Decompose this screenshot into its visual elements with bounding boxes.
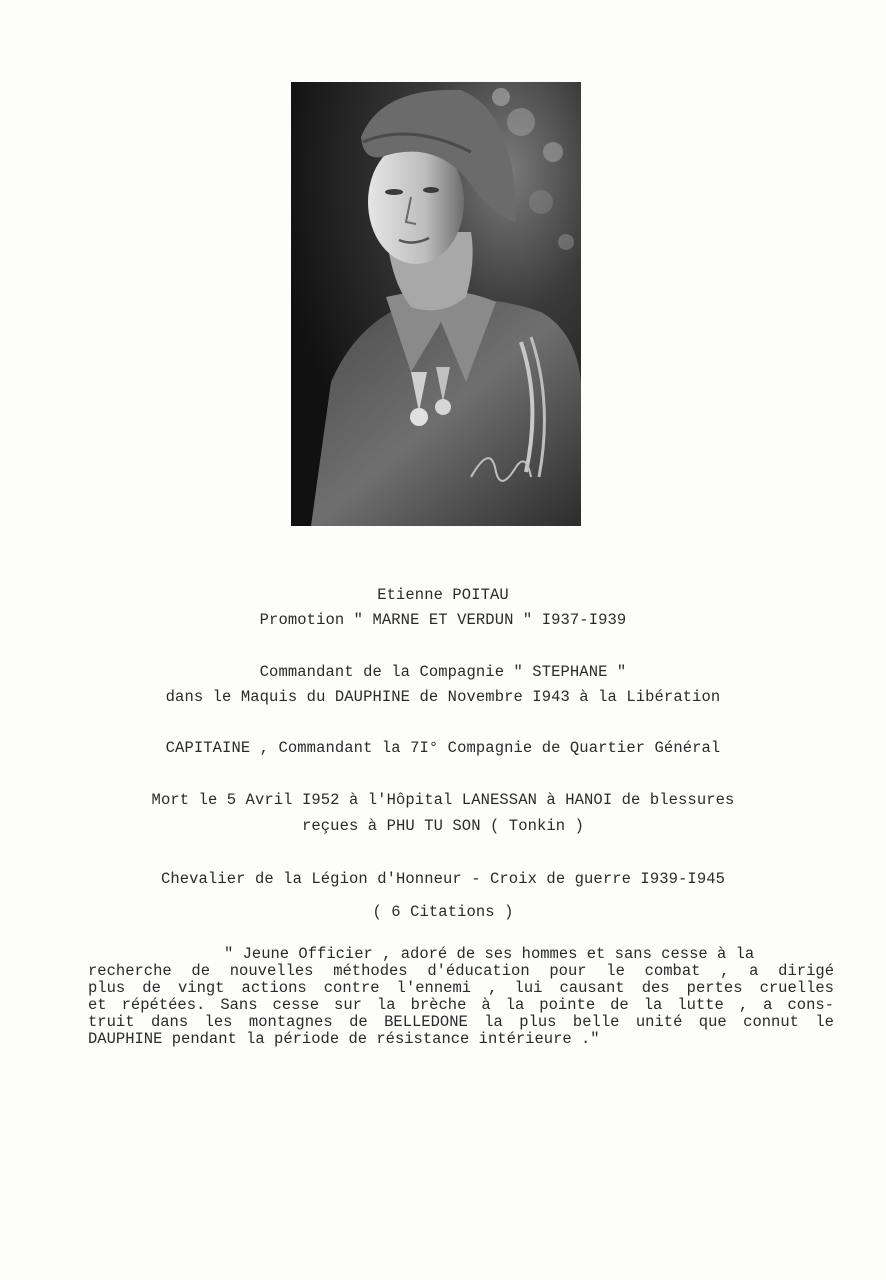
- person-name: Etienne POITAU: [377, 586, 509, 604]
- honours-line-1: Chevalier de la Légion d'Honneur - Croix de guerre I939-I945: [160, 870, 726, 888]
- portrait-image: [291, 82, 581, 526]
- citation-line-2: recherche de nouvelles méthodes d'éducation pour le combat , a dirigé: [88, 962, 834, 980]
- citation-line-6: DAUPHINE pendant la période de résistance intérieure .": [88, 1030, 600, 1048]
- citation-line-3: plus de vingt actions contre l'ennemi , lui causant des pertes cruelles: [88, 979, 834, 997]
- portrait-photo: [291, 82, 581, 526]
- death-line-1: Mort le 5 Avril I952 à l'Hôpital LANESSAN à HANOI de blessures: [151, 791, 735, 809]
- citation-line-5: truit dans les montagnes de BELLEDONE la plus belle unité que connut le: [88, 1013, 834, 1031]
- death-line-2: reçues à PHU TU SON ( Tonkin ): [301, 817, 585, 835]
- command-line-1: Commandant de la Compagnie " STEPHANE ": [259, 663, 627, 681]
- citation-line-4: et répétées. Sans cesse sur la brèche à la pointe de la lutte , a cons-: [88, 996, 834, 1014]
- rank-line: CAPITAINE , Commandant la 7I° Compagnie de Quartier Général: [165, 739, 721, 757]
- promotion-line: Promotion " MARNE ET VERDUN " I937-I939: [259, 611, 627, 629]
- command-line-2: dans le Maquis du DAUPHINE de Novembre I943 à la Libération: [165, 688, 721, 706]
- citation-line-1: " Jeune Officier , adoré de ses hommes et sans cesse à la: [224, 945, 755, 963]
- citation-paragraph: [88, 946, 834, 1048]
- honours-line-2: ( 6 Citations ): [372, 903, 514, 921]
